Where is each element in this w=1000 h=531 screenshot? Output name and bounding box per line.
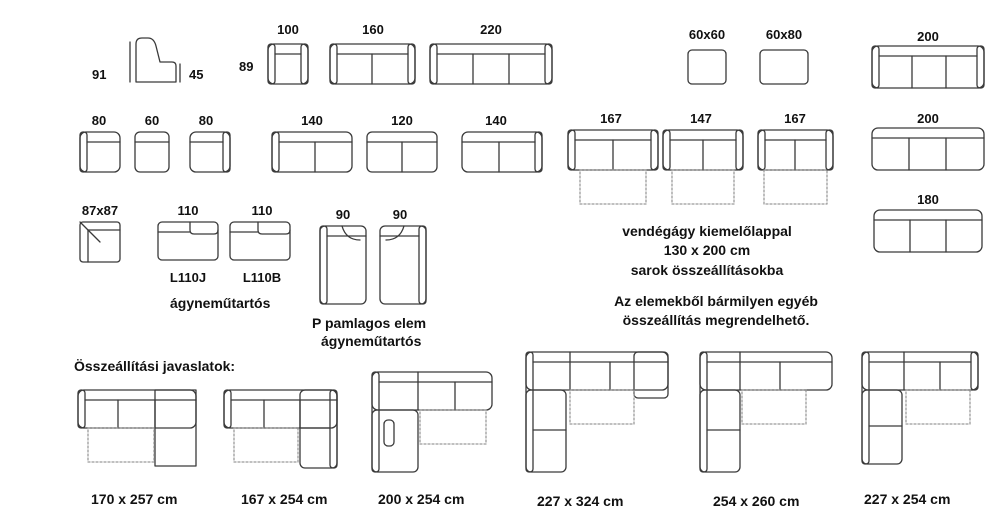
pamlag-note-line1: P pamlagos elem (312, 315, 427, 331)
width-110-j-label: 110 (177, 203, 199, 218)
l110b-drawing (230, 222, 290, 260)
width-140-a-label: 140 (301, 113, 323, 128)
width-80-right-label: 80 (198, 113, 214, 128)
combo-3-size: 200 x 254 cm (378, 491, 465, 507)
width-140-b-label: 140 (485, 113, 507, 128)
combo-5-size: 254 x 260 cm (713, 493, 800, 509)
combo-3-drawing (372, 372, 492, 472)
armchair-100-drawing (268, 44, 308, 84)
pouf-60x80-drawing (760, 50, 808, 84)
guestbed-note-line1: vendégágy kiemelőlappal (622, 223, 792, 239)
width-200-top-label: 200 (917, 29, 939, 44)
combo-1-drawing (78, 390, 196, 466)
combo-1-size: 170 x 257 cm (91, 491, 178, 507)
l110j-drawing (158, 222, 218, 260)
pouf-60x60-drawing (688, 50, 726, 84)
combo-2-drawing (224, 390, 337, 468)
width-167-a-label: 167 (600, 111, 622, 126)
storage-note: ágyneműtartós (170, 295, 271, 311)
module-60-drawing (135, 132, 169, 172)
width-90-b-label: 90 (392, 207, 408, 222)
width-167-b-label: 167 (784, 111, 806, 126)
width-100-label: 100 (277, 22, 299, 37)
side-profile-drawing (130, 38, 180, 82)
module-200-mid-drawing (872, 128, 984, 170)
pouf-60x60-label: 60x60 (688, 27, 726, 42)
module-80-left-drawing (80, 132, 120, 172)
chaise-90-left-drawing (320, 226, 366, 304)
width-80-left-label: 80 (91, 113, 107, 128)
custom-note-line2: összeállítás megrendelhető. (622, 312, 810, 328)
sofa-200-top-drawing (872, 46, 984, 88)
width-180-label: 180 (917, 192, 939, 207)
guestbed-note-line3: sarok összeállításokba (630, 262, 784, 278)
corner-87-label: 87x87 (81, 203, 119, 218)
l110j-code: L110J (169, 270, 207, 285)
side-depth-label: 45 (189, 67, 204, 82)
width-60-label: 60 (144, 113, 160, 128)
module-80-right-drawing (190, 132, 230, 172)
width-220-label: 220 (480, 22, 502, 37)
module-120-drawing (367, 132, 437, 172)
side-height-label: 91 (92, 67, 107, 82)
custom-note-line1: Az elemekből bármilyen egyéb (614, 293, 818, 309)
pamlag-note-line2: ágyneműtartós (321, 333, 422, 349)
module-180-drawing (874, 210, 982, 252)
guestbed-sofa-147-drawing (663, 130, 743, 204)
combo-5-drawing (700, 352, 832, 472)
guestbed-note-line2: 130 x 200 cm (663, 242, 751, 258)
width-90-a-label: 90 (335, 207, 351, 222)
width-110-b-label: 110 (251, 203, 273, 218)
guestbed-sofa-167-a-drawing (568, 130, 658, 204)
width-147-label: 147 (690, 111, 712, 126)
width-160-label: 160 (362, 22, 384, 37)
module-140-b-drawing (462, 132, 542, 172)
chaise-90-right-drawing (380, 226, 426, 304)
module-140-a-drawing (272, 132, 352, 172)
combo-4-drawing (526, 352, 668, 472)
corner-87-drawing (80, 222, 120, 262)
combo-4-size: 227 x 324 cm (537, 493, 624, 509)
armchair-height-label: 89 (239, 59, 254, 74)
combo-6-size: 227 x 254 cm (864, 491, 951, 507)
combo-6-drawing (862, 352, 978, 464)
guestbed-sofa-167-b-drawing (758, 130, 833, 204)
combo-2-size: 167 x 254 cm (241, 491, 328, 507)
suggestions-title: Összeállítási javaslatok: (74, 358, 236, 374)
sofa-160-drawing (330, 44, 415, 84)
pouf-60x80-label: 60x80 (765, 27, 803, 42)
width-120-label: 120 (391, 113, 413, 128)
l110b-code: L110B (242, 270, 282, 285)
width-200-mid-label: 200 (917, 111, 939, 126)
sofa-220-drawing (430, 44, 552, 84)
